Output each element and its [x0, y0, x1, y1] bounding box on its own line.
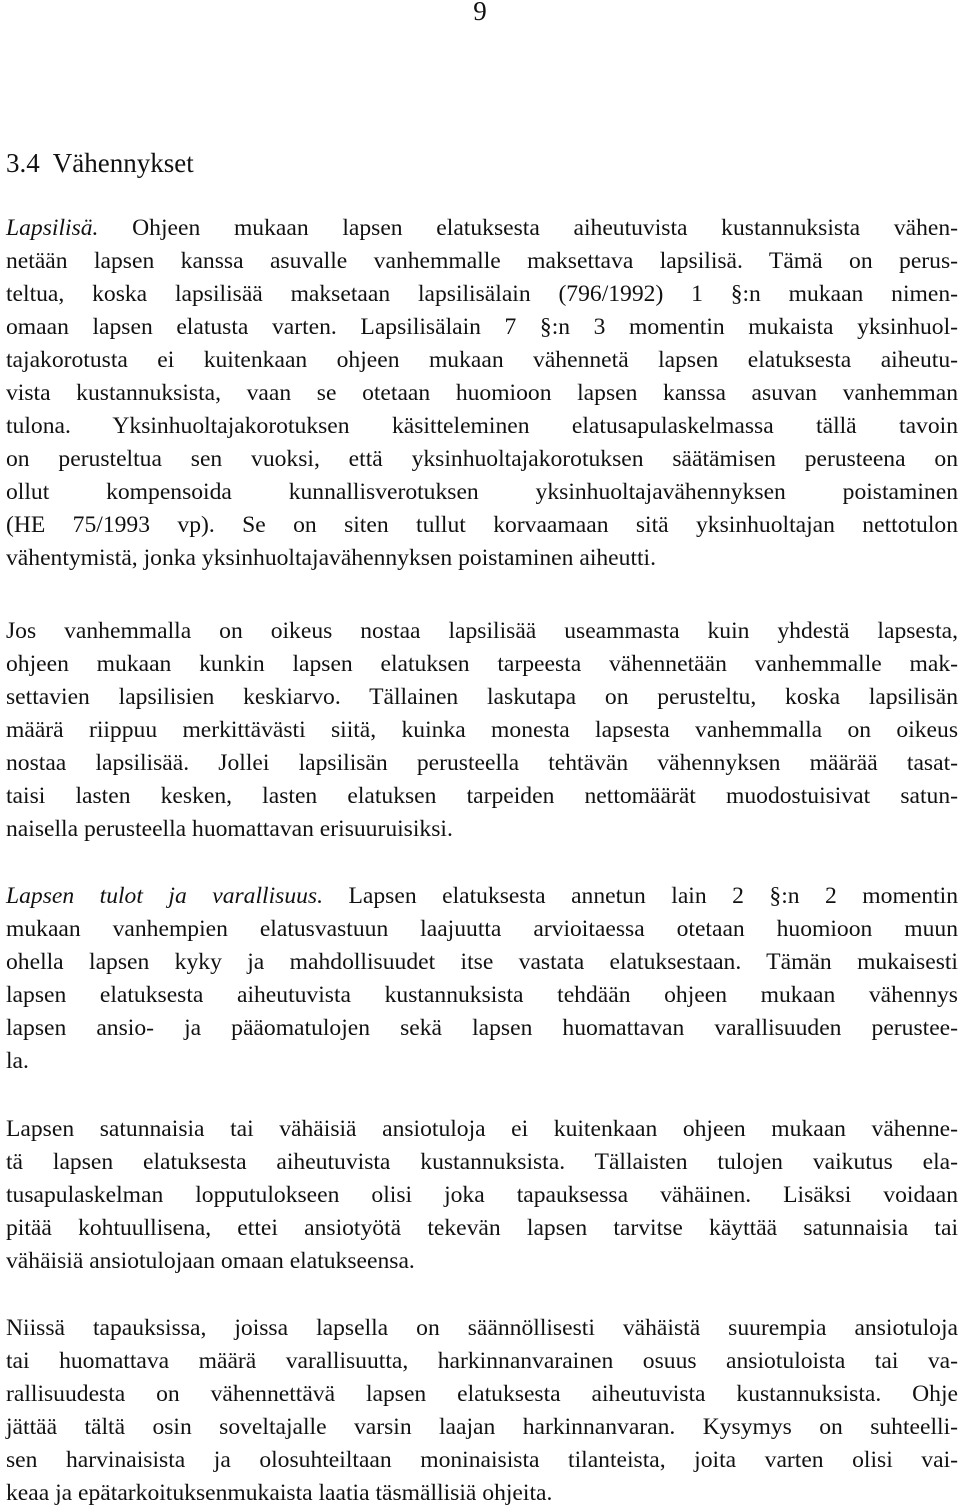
paragraph-line: teltua, koska lapsilisää maksetaan lapsilisälain (796/1992) 1 §:n mukaan nimen- — [6, 281, 958, 307]
paragraph-line: on perusteltua sen vuoksi, että yksinhuoltajakorotuksen säätämisen perusteena on — [6, 446, 958, 472]
paragraph-line: pitää kohtuullisena, ettei ansiotyötä tekevän lapsen tarvitse käyttää satunnaisia tai — [6, 1215, 958, 1241]
paragraph-lapsilisa — [6, 212, 958, 575]
paragraph-line: Lapsen satunnaisia tai vähäisiä ansiotuloja ei kuitenkaan ohjeen mukaan vähenne- — [6, 1116, 958, 1142]
paragraph-line: lapsen elatuksesta aiheutuvista kustannuksista tehdään ohjeen mukaan vähennys — [6, 982, 958, 1008]
paragraph-line: naisella perusteella huomattavan erisuuruisiksi. — [6, 816, 453, 842]
paragraph-line: sen harvinaisista ja olosuhteiltaan moninaisista tilanteista, joita varten olisi vai- — [6, 1447, 958, 1473]
paragraph-lapsen-tulot — [6, 880, 958, 1078]
paragraph-line: Jos vanhemmalla on oikeus nostaa lapsilisää useammasta kuin yhdestä lapsesta, — [6, 618, 958, 644]
paragraph-line: la. — [6, 1048, 29, 1074]
paragraph-line: tai huomattava määrä varallisuutta, harkinnanvarainen osuus ansiotuloista tai va- — [6, 1348, 958, 1374]
run-in-heading-lapsilisa: Lapsilisä. — [6, 215, 99, 241]
paragraph-line: ohjeen mukaan kunkin lapsen elatuksen tarpeesta vähennetään vanhemmalle mak- — [6, 651, 958, 677]
paragraph-first-line-text: Lapsen elatuksesta annetun lain 2 §:n 2 momentin — [323, 883, 958, 909]
paragraph-line: Niissä tapauksissa, joissa lapsella on säännöllisesti vähäistä suurempia ansiotuloja — [6, 1315, 958, 1341]
paragraph-line — [6, 212, 958, 245]
paragraph-line: (HE 75/1993 vp). Se on siten tullut korvaamaan sitä yksinhuoltajan nettotulon — [6, 512, 958, 538]
paragraph-line: tajakorotusta ei kuitenkaan ohjeen mukaan vähennetä lapsen elatuksesta aiheutu- — [6, 347, 958, 373]
paragraph-line: mukaan vanhempien elatusvastuun laajuutta arvioitaessa otetaan huomioon muun — [6, 916, 958, 942]
paragraph-line — [6, 880, 958, 913]
paragraph-line: netään lapsen kanssa asuvalle vanhemmalle maksettava lapsilisä. Tämä on perus- — [6, 248, 958, 274]
paragraph-line: vähäisiä ansiotulojaan omaan elatukseensa. — [6, 1248, 415, 1274]
paragraph-line: taisi lasten kesken, lasten elatuksen tarpeiden nettomäärät muodostuisivat satun- — [6, 783, 958, 809]
paragraph-line: rallisuudesta on vähennettävä lapsen elatuksesta aiheutuvista kustannuksista. Ohje — [6, 1381, 958, 1407]
paragraph-line: keaa ja epätarkoituksenmukaista laatia täsmällisiä ohjeita. — [6, 1480, 553, 1506]
section-heading: 3.4 Vähennykset — [6, 148, 194, 178]
paragraph-line: jättää tältä osin soveltajalle varsin laajan harkinnanvaran. Kysymys on suhteelli- — [6, 1414, 958, 1440]
paragraph-line: vähentymistä, jonka yksinhuoltajavähennyksen poistaminen aiheutti. — [6, 545, 657, 571]
paragraph-line: tä lapsen elatuksesta aiheutuvista kustannuksista. Tällaisten tulojen vaikutus ela- — [6, 1149, 958, 1175]
paragraph-line: nostaa lapsilisää. Jollei lapsilisän perusteella tehtävän vähennyksen määrää tasat- — [6, 750, 958, 776]
page-number: 9 — [473, 0, 487, 26]
paragraph-line: settavien lapsilisien keskiarvo. Tällainen laskutapa on perusteltu, koska lapsilisän — [6, 684, 958, 710]
paragraph-line: määrä riippuu merkittävästi siitä, kuinka monesta lapsesta vanhemmalla on oikeus — [6, 717, 958, 743]
run-in-heading-lapsen-tulot: Lapsen tulot ja varallisuus. — [6, 883, 323, 909]
paragraph-line: omaan lapsen elatusta varten. Lapsilisälain 7 §:n 3 momentin mukaista yksinhuol- — [6, 314, 958, 340]
paragraph-line: ohella lapsen kyky ja mahdollisuudet itse vastata elatuksestaan. Tämän mukaisesti — [6, 949, 958, 975]
paragraph-saannolliset-tulot — [6, 1312, 958, 1510]
paragraph-satunnaiset-tulot — [6, 1113, 958, 1278]
paragraph-line: vista kustannuksista, vaan se otetaan huomioon lapsen kanssa asuvan vanhemman — [6, 380, 958, 406]
paragraph-lapsilisien-keskiarvo — [6, 615, 958, 846]
paragraph-line: lapsen ansio- ja pääomatulojen sekä lapsen huomattavan varallisuuden perustee- — [6, 1015, 958, 1041]
paragraph-line: ollut kompensoida kunnallisverotuksen yksinhuoltajavähennyksen poistaminen — [6, 479, 958, 505]
paragraph-line: tusapulaskelman lopputulokseen olisi joka tapauksessa vähäinen. Lisäksi voidaan — [6, 1182, 958, 1208]
paragraph-first-line-text: Ohjeen mukaan lapsen elatuksesta aiheutuvista kustannuksista vähen- — [98, 215, 958, 241]
paragraph-line: tulona. Yksinhuoltajakorotuksen käsitteleminen elatusapulaskelmassa tällä tavoin — [6, 413, 958, 439]
